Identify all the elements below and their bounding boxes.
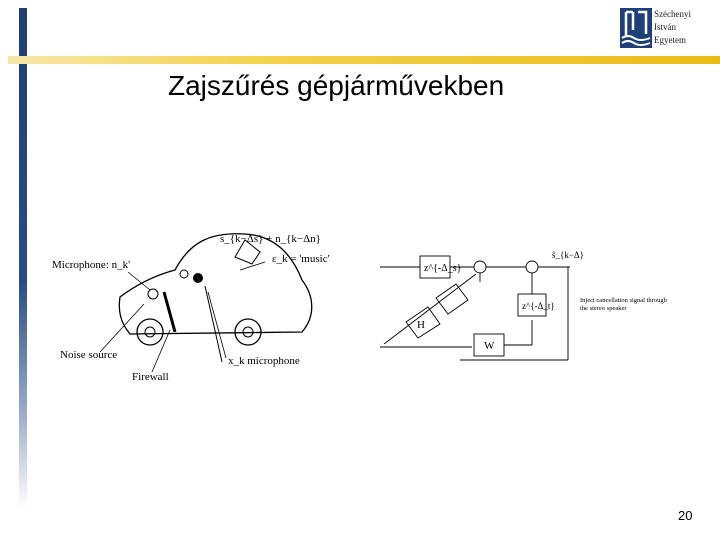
logo-line-3: Egyetem [654, 35, 686, 45]
university-logo [620, 8, 716, 54]
car-noise-source-label: Noise source [60, 349, 118, 361]
car-firewall-label: Firewall [132, 371, 169, 383]
diag-line [384, 274, 476, 344]
delay-block-side-label: z^{-Δ_t} [522, 301, 555, 311]
car-wheel-front-hub [145, 327, 155, 337]
driver-head [180, 270, 188, 278]
slide-title: Zajszűrés gépjárművekben [168, 70, 505, 101]
summer-1 [474, 261, 486, 273]
diag-block-1 [436, 284, 468, 314]
figure-svg [40, 222, 700, 392]
arrow-firewall [152, 330, 170, 372]
logo-line-1: Széchenyi [654, 9, 691, 19]
arrow-mic [208, 292, 226, 358]
noise-source-symbol [148, 289, 158, 299]
firewall-line [164, 292, 175, 332]
car-top-formula: s_{k−Δs} + n_{k−Δn} [220, 233, 321, 245]
car-mic-label: x_k microphone [228, 355, 300, 367]
page-number: 20 [678, 508, 693, 523]
inject-note-line1: Inject cancellation signal through [580, 297, 667, 304]
university-logo-icon [620, 8, 652, 48]
car-microphone-label: Microphone: n_k' [52, 259, 131, 271]
logo-line-2: István [654, 22, 676, 32]
output-label: ŝ_{k−Δ} [552, 250, 585, 260]
car-music-label: ε_k = 'music' [272, 253, 330, 265]
h-block-label: H [417, 319, 425, 331]
summer-2 [526, 261, 538, 273]
noise-cancellation-figure [40, 222, 700, 392]
seat-line [205, 286, 222, 362]
delay-block-top-label: z^{-Δ_s} [424, 263, 462, 274]
left-accent-bar [19, 8, 27, 508]
driver-head-2 [194, 274, 203, 283]
inject-note-line2: the stereo speaker [580, 305, 627, 312]
w-block-label: W [484, 340, 495, 352]
car-wheel-front [137, 319, 163, 345]
header-rule [8, 56, 720, 64]
